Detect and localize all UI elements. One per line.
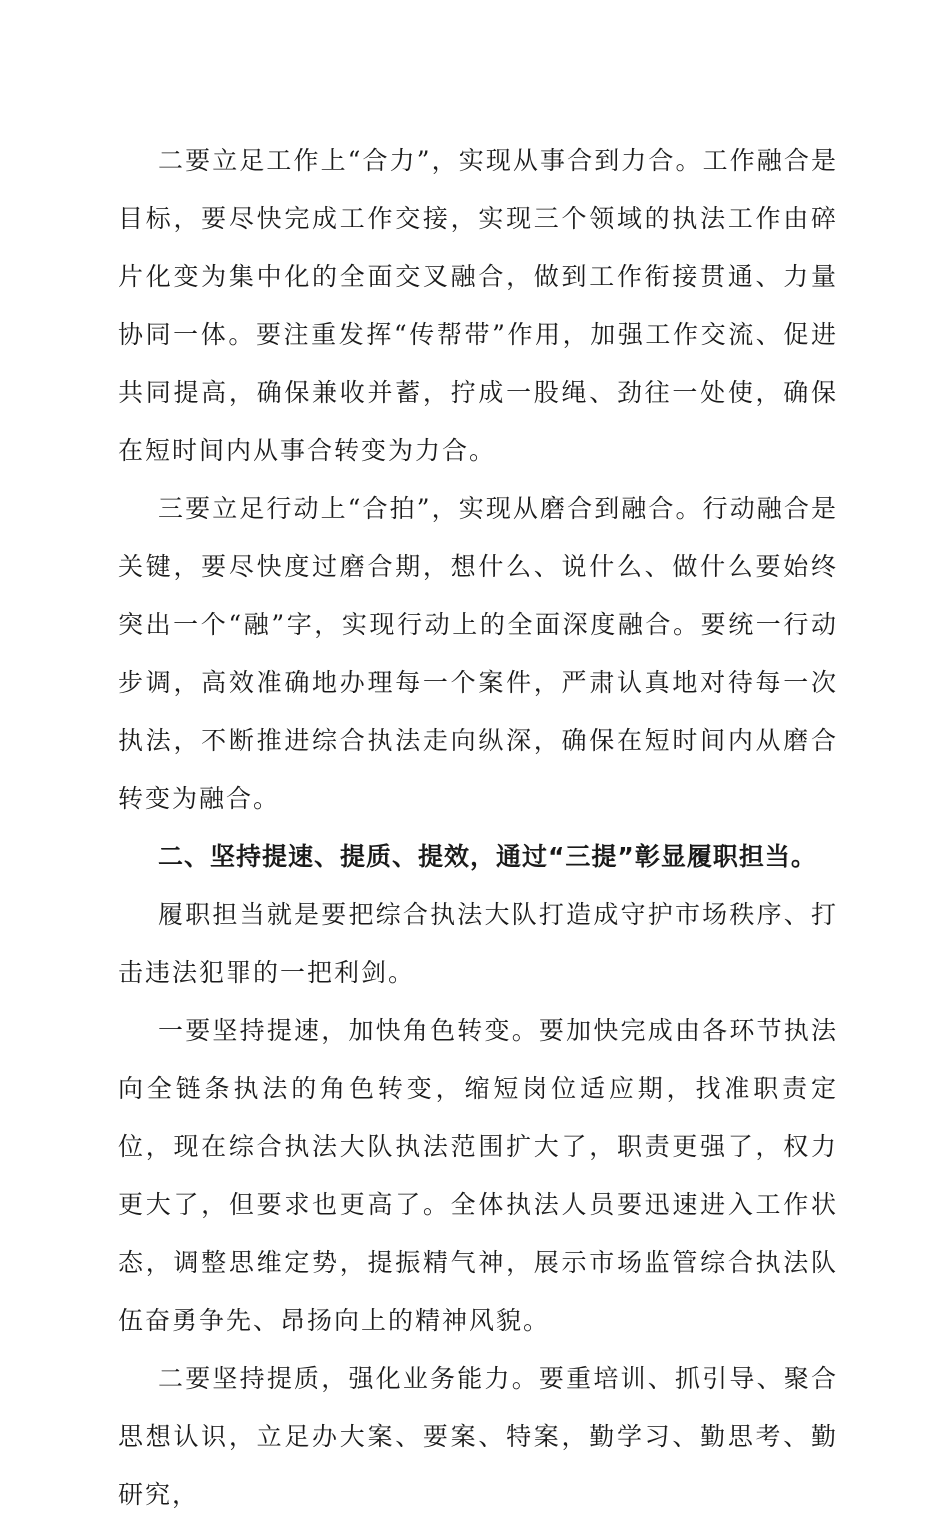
- paragraph-quality-up: 二要坚持提质，强化业务能力。要重培训、抓引导、聚合思想认识，立足办大案、要案、特案，勤学习、勤思考、勤研究，: [118, 1364, 838, 1509]
- document-body: [118, 132, 838, 1524]
- section-heading-three-improvements: 二、坚持提速、提质、提效，通过“三提”彰显履职担当。: [158, 842, 817, 871]
- paragraph-duty-intro: 履职担当就是要把综合执法大队打造成守护市场秩序、打击违法犯罪的一把利剑。: [118, 900, 838, 987]
- paragraph-speed-up: 一要坚持提速，加快角色转变。要加快完成由各环节执法向全链条执法的角色转变，缩短岗位适应期，找准职责定位，现在综合执法大队执法范围扩大了，职责更强了，权力更大了，但要求也更高了。全体执法人员要迅速进入工作状态，调整思维定势，提振精气神，展示市场监管综合执法队伍奋勇争先、昂扬向上的精神风貌。: [118, 1016, 838, 1335]
- paragraph-action-harmony: 三要立足行动上“合拍”，实现从磨合到融合。行动融合是关键，要尽快度过磨合期，想什么、说什么、做什么要始终突出一个“融”字，实现行动上的全面深度融合。要统一行动步调，高效准确地办理每一个案件，严肃认真地对待每一次执法，不断推进综合执法走向纵深，确保在短时间内从磨合转变为融合。: [118, 494, 838, 813]
- paragraph-work-synergy: 二要立足工作上“合力”，实现从事合到力合。工作融合是目标，要尽快完成工作交接，实现三个领域的执法工作由碎片化变为集中化的全面交叉融合，做到工作衔接贯通、力量协同一体。要注重发挥“传帮带”作用，加强工作交流、促进共同提高，确保兼收并蓄，拧成一股绳、劲往一处使，确保在短时间内从事合转变为力合。: [118, 146, 838, 465]
